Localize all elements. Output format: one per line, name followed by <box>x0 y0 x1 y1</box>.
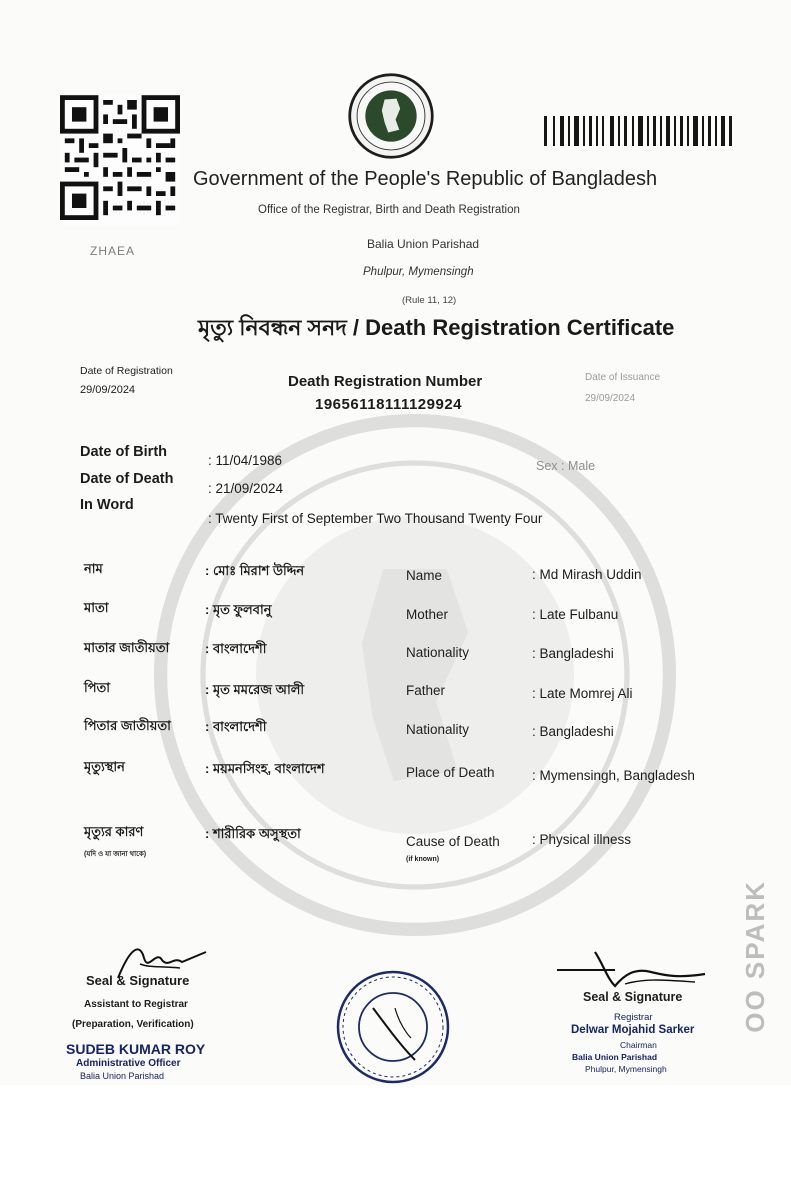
bn-name-value: : মোঃ মিরাশ উদ্দিন <box>205 563 305 578</box>
round-seal-icon <box>333 968 453 1086</box>
qr-code-icon <box>60 95 180 225</box>
bn-name-label: নাম <box>84 561 103 576</box>
en-mother-nationality-value: : Bangladeshi <box>532 646 614 661</box>
bangladesh-emblem-icon <box>345 72 437 160</box>
bn-father-label: পিতা <box>84 680 111 695</box>
bn-mother-nationality-value: : বাংলাদেশী <box>205 641 267 656</box>
en-cause-note: (if known) <box>406 856 440 863</box>
bn-father-nationality-label: পিতার জাতীয়তা <box>84 718 171 733</box>
en-cause-value: : Physical illness <box>532 832 632 847</box>
issue-date-label: Date of Issuance <box>585 372 661 383</box>
right-officer-title: Chairman <box>620 1040 657 1050</box>
blank-margin <box>0 1085 791 1187</box>
en-mother-nationality-label: Nationality <box>406 645 470 660</box>
death-date-value: : 21/09/2024 <box>208 481 284 496</box>
right-signature-icon <box>555 948 735 993</box>
bn-cause-note: (যদি ও যা জানা থাকে) <box>84 851 147 858</box>
barcode-icon <box>540 112 740 150</box>
union-heading: Balia Union Parishad <box>367 237 480 251</box>
qr-code-label: ZHAEA <box>90 244 136 258</box>
en-father-label: Father <box>406 683 446 698</box>
left-officer-org: Balia Union Parishad <box>80 1071 165 1081</box>
right-officer-union: Balia Union Parishad <box>572 1052 658 1062</box>
issue-date-value: 29/09/2024 <box>585 393 636 404</box>
left-role-subtitle: (Preparation, Verification) <box>72 1019 194 1030</box>
rule-reference: (Rule 11, 12) <box>402 295 457 306</box>
in-word-label: In Word <box>80 497 134 513</box>
right-officer-location: Phulpur, Mymensingh <box>585 1064 667 1074</box>
bn-mother-value: : মৃত ফুলবানু <box>205 602 272 617</box>
death-date-label: Date of Death <box>80 471 174 487</box>
bn-father-nationality-value: : বাংলাদেশী <box>205 719 267 734</box>
office-heading: Office of the Registrar, Birth and Death Registration <box>258 204 520 216</box>
right-role-label: Registrar <box>614 1012 653 1023</box>
en-father-nationality-value: : Bangladeshi <box>532 724 614 739</box>
registration-date-value: 29/09/2024 <box>80 384 136 396</box>
government-heading: Government of the People's Republic of Bangladesh <box>193 168 658 190</box>
birth-date-value: : 11/04/1986 <box>208 453 283 468</box>
bn-cause-value: : শারীরিক অসুস্থতা <box>205 826 301 841</box>
side-watermark-text: OO SPARK <box>740 880 770 1033</box>
registration-date-label: Date of Registration <box>80 365 173 377</box>
en-name-label: Name <box>406 568 443 583</box>
en-father-nationality-label: Nationality <box>406 722 470 737</box>
left-seal-label: Seal & Signature <box>86 973 190 988</box>
en-mother-value: : Late Fulbanu <box>532 607 619 622</box>
sex-field: Sex : Male <box>536 459 596 473</box>
en-father-value: : Late Momrej Ali <box>532 686 633 701</box>
left-officer-name: SUDEB KUMAR ROY <box>66 1041 206 1057</box>
birth-date-label: Date of Birth <box>80 444 167 460</box>
bn-mother-nationality-label: মাতার জাতীয়তা <box>84 640 170 655</box>
right-officer-name: Delwar Mojahid Sarker <box>571 1024 695 1036</box>
right-seal-label: Seal & Signature <box>583 990 683 1004</box>
en-place-value: : Mymensingh, Bangladesh <box>532 768 695 783</box>
certificate-title: মৃত্যু নিবন্ধন সনদ / Death Registration Certificate <box>198 315 675 340</box>
registration-number-value: 19656118111129924 <box>315 396 463 413</box>
bn-father-value: : মৃত মমরেজ আলী <box>205 682 305 697</box>
bn-cause-label: মৃত্যুর কারণ <box>84 824 144 839</box>
en-mother-label: Mother <box>406 607 449 622</box>
en-place-label: Place of Death <box>406 765 495 780</box>
left-role-label: Assistant to Registrar <box>84 999 188 1010</box>
en-name-value: : Md Mirash Uddin <box>532 567 642 582</box>
bn-place-value: : ময়মনসিংহ, বাংলাদেশ <box>205 761 325 776</box>
in-word-value: : Twenty First of September Two Thousand Twenty Four <box>208 511 543 526</box>
registration-number-label: Death Registration Number <box>288 373 483 390</box>
left-officer-title: Administrative Officer <box>76 1058 181 1069</box>
bn-mother-label: মাতা <box>84 600 109 615</box>
location-heading: Phulpur, Mymensingh <box>363 266 474 278</box>
en-cause-label: Cause of Death <box>406 834 500 849</box>
bn-place-label: মৃত্যুস্থান <box>84 759 125 774</box>
